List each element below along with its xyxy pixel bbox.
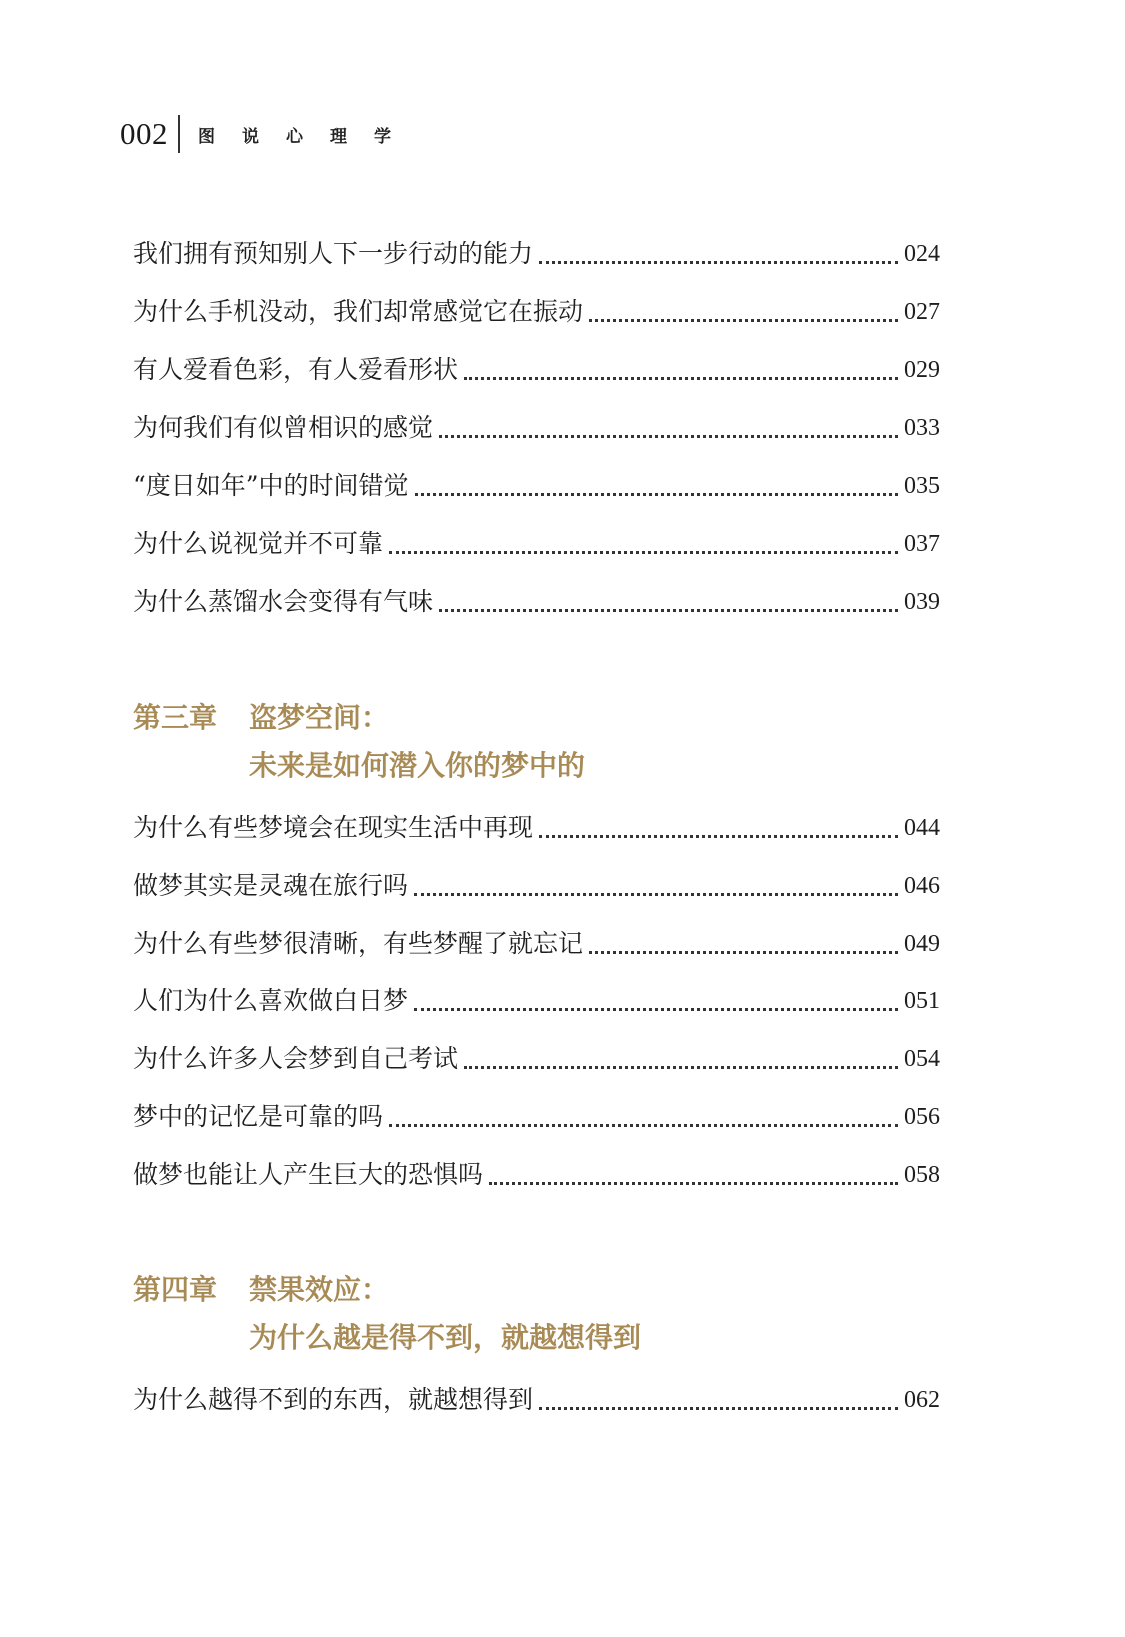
dot-leader [539,835,898,838]
toc-entry[interactable] [133,520,940,560]
toc-entry-page: 044 [904,815,940,841]
toc-entry-page: 033 [904,415,940,441]
chapter-title: 盗梦空间： [249,701,390,734]
toc-entry[interactable] [133,462,940,502]
book-title: 图说心理学 [198,126,418,147]
dot-leader [389,551,898,554]
toc-entry[interactable] [133,862,940,902]
toc-entry-title: 为什么越得不到的东西，就越想得到 [133,1385,534,1414]
page-number: 002 [120,116,168,151]
dot-leader [589,951,898,954]
toc-entry-page: 054 [904,1046,940,1072]
dot-leader [414,1008,898,1011]
chapter-title: 禁果效应： [249,1273,390,1306]
dot-leader [415,493,898,496]
dot-leader [464,377,898,380]
toc-entry-title: 为什么说视觉并不可靠 [133,529,384,558]
dot-leader [389,1124,898,1127]
toc-entry-title: 人们为什么喜欢做白日梦 [133,986,409,1015]
toc-entry-page: 062 [904,1387,940,1413]
toc-entry-title: 我们拥有预知别人下一步行动的能力 [133,239,534,268]
toc-entry-page: 051 [904,988,940,1014]
chapter-heading-row [133,694,585,742]
header-divider [178,115,180,153]
toc-entry-page: 027 [904,299,940,325]
chapter-subtitle: 未来是如何潜入你的梦中的 [249,749,586,782]
toc-entry[interactable] [133,1151,940,1191]
chapter-heading-row [133,1266,641,1314]
dot-leader [489,1182,898,1185]
toc-entry[interactable] [133,288,940,328]
chapter-heading[interactable] [133,1266,641,1362]
toc-entry[interactable] [133,920,940,960]
dot-leader [439,435,898,438]
toc-entry-page: 049 [904,931,940,957]
toc-entry-title: “度日如年”中的时间错觉 [133,471,409,500]
toc-entry-title: 梦中的记忆是可靠的吗 [133,1102,384,1131]
toc-entry-page: 037 [904,531,940,557]
toc-entry-title: 为什么许多人会梦到自己考试 [133,1044,459,1073]
toc-entry-title: 为什么有些梦境会在现实生活中再现 [133,813,534,842]
toc-entry-title: 为什么手机没动，我们却常感觉它在振动 [133,297,584,326]
toc-entry-page: 039 [904,589,940,615]
toc-entry[interactable] [133,578,940,618]
toc-entry-page: 046 [904,873,940,899]
toc-entry-title: 为什么蒸馏水会变得有气味 [133,587,434,616]
dot-leader [439,609,898,612]
toc-entry[interactable] [133,804,940,844]
toc-entry-title: 做梦其实是灵魂在旅行吗 [133,871,409,900]
toc-entry-page: 058 [904,1162,940,1188]
chapter-label: 第三章 [133,701,218,734]
toc-entry-title: 做梦也能让人产生巨大的恐惧吗 [133,1160,484,1189]
dot-leader [539,261,898,264]
toc-entry[interactable] [133,1093,940,1133]
toc-entry[interactable] [133,346,940,386]
toc-entry-title: 为什么有些梦很清晰，有些梦醒了就忘记 [133,929,584,958]
toc-entry-page: 029 [904,357,940,383]
toc-entry[interactable] [133,977,940,1017]
dot-leader [539,1407,898,1410]
toc-entry-page: 024 [904,241,940,267]
toc-entry-page: 035 [904,473,940,499]
running-header [120,112,418,156]
dot-leader [414,893,898,896]
dot-leader [589,319,898,322]
chapter-subtitle: 为什么越是得不到，就越想得到 [249,1321,642,1354]
toc-entry-title: 有人爱看色彩，有人爱看形状 [133,355,459,384]
toc-entry[interactable] [133,404,940,444]
dot-leader [464,1066,898,1069]
toc-entry[interactable] [133,230,940,270]
toc-entry-page: 056 [904,1104,940,1130]
toc-entry-title: 为何我们有似曾相识的感觉 [133,413,434,442]
chapter-heading[interactable] [133,694,585,790]
chapter-label: 第四章 [133,1273,218,1306]
toc-entry[interactable] [133,1376,940,1416]
toc-entry[interactable] [133,1035,940,1075]
